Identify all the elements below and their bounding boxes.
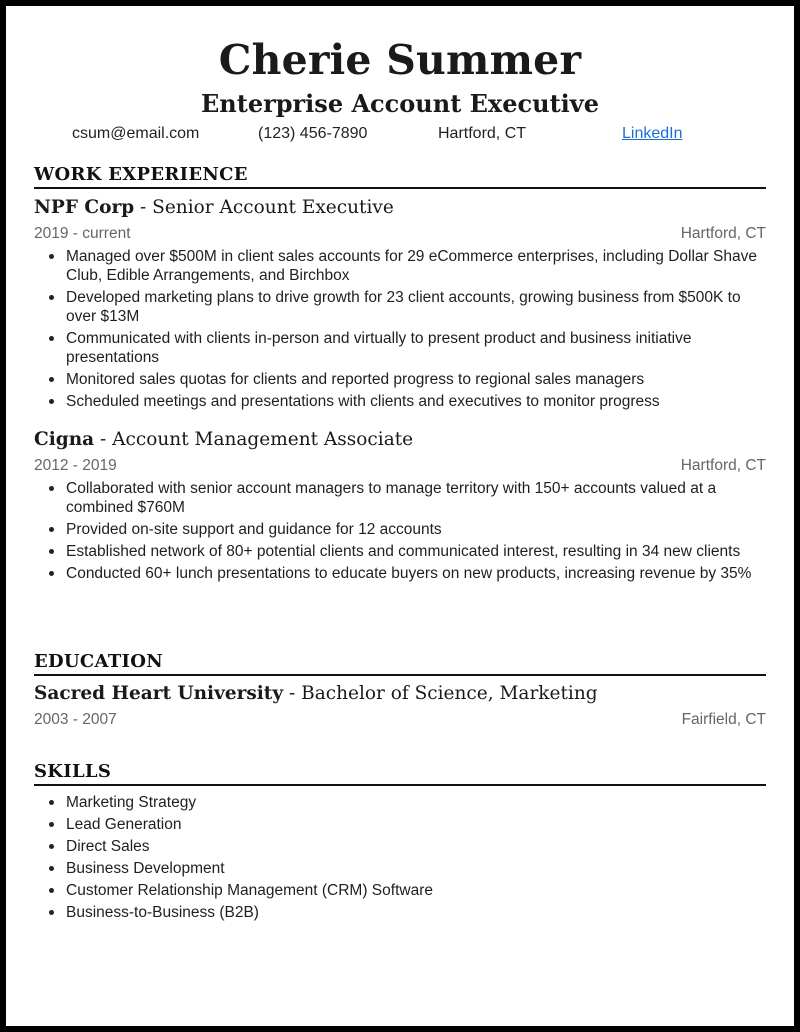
- job-header: [34, 428, 413, 452]
- section-title-education: EDUCATION: [34, 651, 766, 676]
- job-location: Hartford, CT: [680, 225, 766, 242]
- candidate-title: Enterprise Account Executive: [201, 89, 599, 118]
- list-item: Communicated with clients in-person and virtually to present product and business initiative presentations: [34, 329, 764, 367]
- section-title-work-experience: WORK EXPERIENCE: [34, 164, 766, 189]
- education-dates: 2003 - 2007: [34, 711, 117, 728]
- candidate-name: Cherie Summer: [218, 36, 582, 84]
- education-meta: [34, 710, 766, 730]
- job-role: Account Management Associate: [112, 429, 414, 450]
- education-separator: -: [283, 683, 302, 704]
- contact-location: Hartford, CT: [438, 125, 527, 142]
- job-separator: -: [94, 429, 113, 450]
- job-bullets: [34, 247, 764, 414]
- job-role: Senior Account Executive: [152, 197, 394, 218]
- list-item: Established network of 80+ potential clients and communicated interest, resulting in 34 new clients: [34, 542, 764, 561]
- skill-item: Direct Sales: [34, 837, 764, 856]
- job-meta: [34, 456, 766, 476]
- degree: Bachelor of Science, Marketing: [301, 683, 598, 704]
- company-name: NPF Corp: [34, 197, 135, 218]
- job-header: [34, 196, 394, 220]
- education-location: Fairfield, CT: [681, 711, 766, 728]
- job-separator: -: [134, 197, 153, 218]
- job-bullets: [34, 479, 764, 586]
- company-name: Cigna: [34, 429, 95, 450]
- resume-page: [6, 6, 794, 1026]
- contact-email: csum@email.com: [72, 125, 200, 142]
- job-dates: 2019 - current: [34, 225, 131, 242]
- list-item: Provided on-site support and guidance for 12 accounts: [34, 520, 764, 539]
- skill-item: Marketing Strategy: [34, 793, 764, 812]
- contact-phone: (123) 456-7890: [258, 125, 368, 142]
- linkedin-link[interactable]: LinkedIn: [622, 125, 683, 142]
- job-meta: [34, 224, 766, 244]
- list-item: Managed over $500M in client sales accounts for 29 eCommerce enterprises, including Dollar Shave Club, Edible Arrangements, and Birchbox: [34, 247, 764, 285]
- section-title-skills: SKILLS: [34, 761, 766, 786]
- list-item: Conducted 60+ lunch presentations to educate buyers on new products, increasing revenue by 35%: [34, 564, 764, 583]
- education-header: [34, 682, 598, 706]
- school-name: Sacred Heart University: [34, 683, 284, 704]
- list-item: Collaborated with senior account managers to manage territory with 150+ accounts valued at a combined $760M: [34, 479, 764, 517]
- list-item: Scheduled meetings and presentations with clients and executives to monitor progress: [34, 392, 764, 411]
- skill-item: Customer Relationship Management (CRM) Software: [34, 881, 764, 900]
- skills-list: [34, 793, 764, 925]
- job-dates: 2012 - 2019: [34, 457, 117, 474]
- skill-item: Business-to-Business (B2B): [34, 903, 764, 922]
- list-item: Monitored sales quotas for clients and reported progress to regional sales managers: [34, 370, 764, 389]
- skill-item: Lead Generation: [34, 815, 764, 834]
- skill-item: Business Development: [34, 859, 764, 878]
- list-item: Developed marketing plans to drive growth for 23 client accounts, growing business from $500K to over $13M: [34, 288, 764, 326]
- job-location: Hartford, CT: [680, 457, 766, 474]
